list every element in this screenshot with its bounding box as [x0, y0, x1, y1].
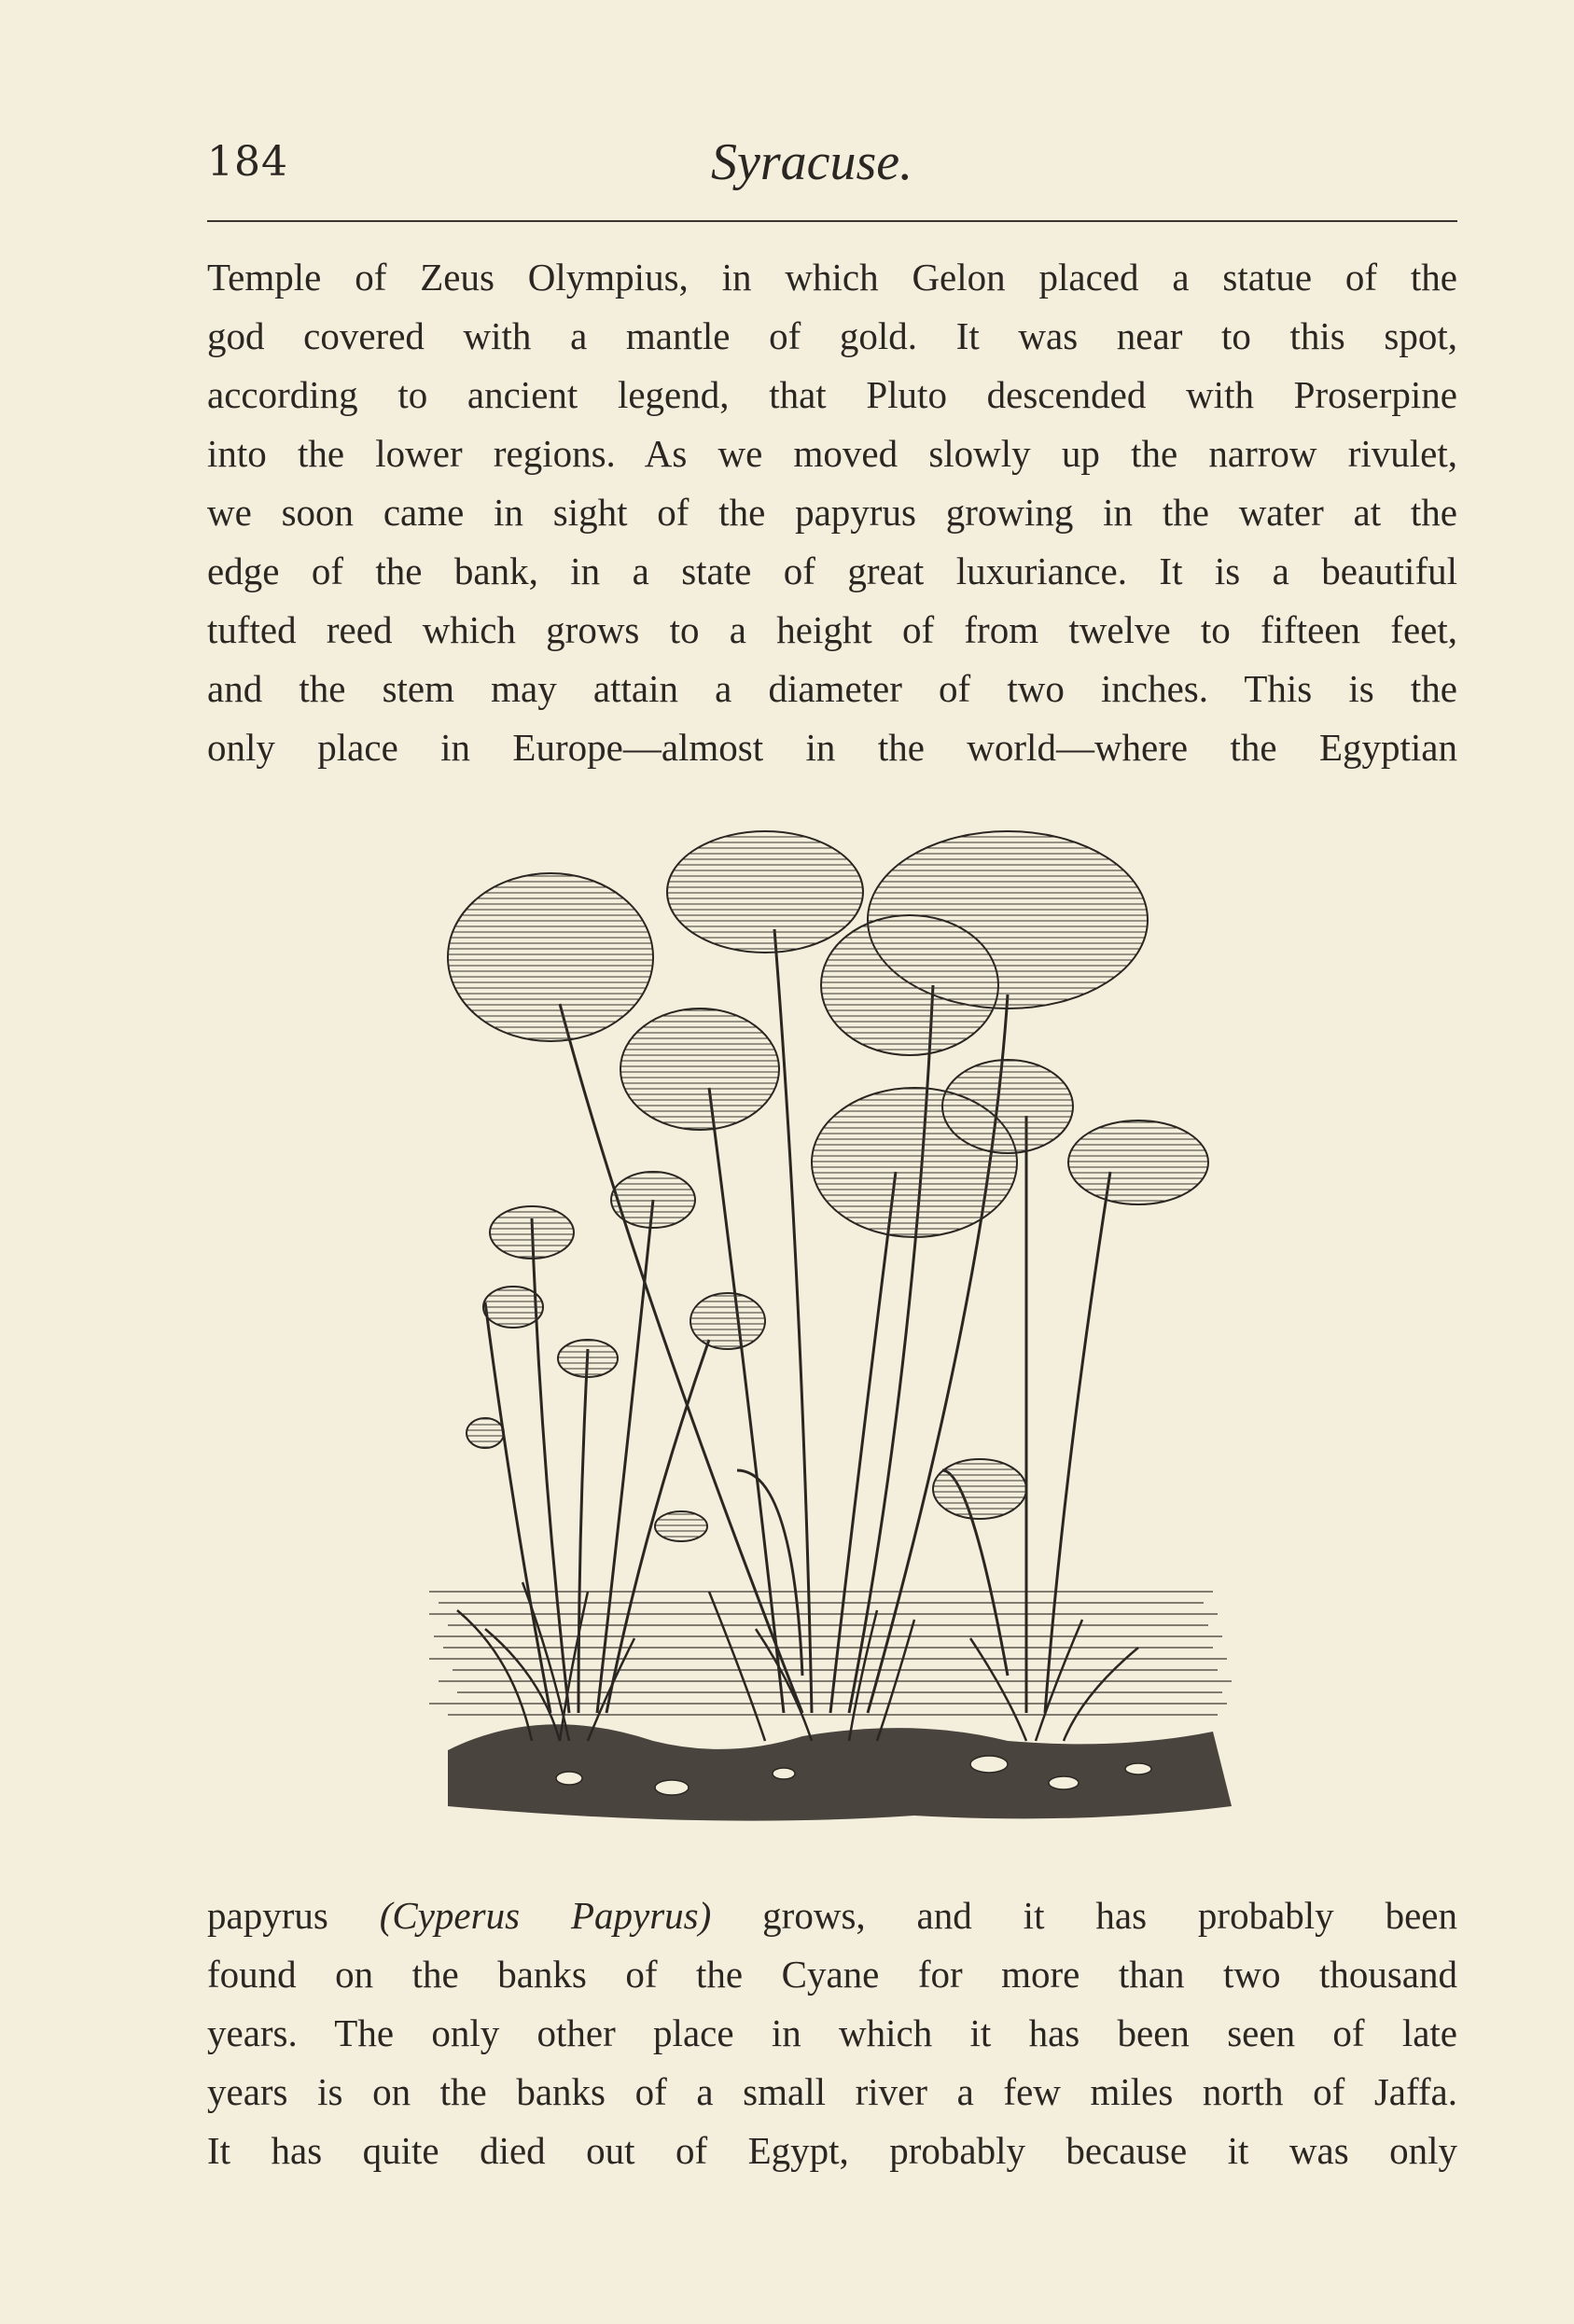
text-line: edge of the bank, in a state of great luxuriance. It is a beautiful [207, 550, 1457, 592]
page-header [207, 129, 1457, 194]
scientific-name: (Cyperus Papyrus) [379, 1894, 712, 1937]
text-line: found on the banks of the Cyane for more than two thousand [207, 1953, 1457, 1996]
text-line: we soon came in sight of the papyrus growing in the water at the [207, 491, 1457, 534]
text-segment: papyrus [207, 1894, 380, 1937]
paragraph-top [207, 248, 1457, 777]
papyrus-illustration [429, 817, 1232, 1844]
text-segment: grows, and it has probably been [711, 1894, 1457, 1937]
text-line: according to ancient legend, that Pluto descended with Proserpine [207, 373, 1457, 416]
text-line: years is on the banks of a small river a few miles north of Jaffa. [207, 2070, 1457, 2113]
text-line-first [207, 1886, 1457, 1945]
papyrus-engraving [429, 817, 1232, 1844]
text-line: It has quite died out of Egypt, probably because it was only [207, 2129, 1457, 2172]
text-line: and the stem may attain a diameter of two inches. This is the [207, 667, 1457, 710]
text-line: tufted reed which grows to a height of from twelve to fifteen feet, [207, 608, 1457, 651]
papyrus-heads [448, 831, 1208, 1541]
text-line: into the lower regions. As we moved slowly up the narrow rivulet, [207, 432, 1457, 475]
papyrus-stems [485, 929, 1110, 1713]
paragraph-bottom [207, 1886, 1457, 2180]
text-line: Temple of Zeus Olympius, in which Gelon placed a statue of the [207, 256, 1457, 299]
running-title: Syracuse. [711, 133, 913, 191]
header-rule [207, 220, 1457, 222]
text-line: only place in Europe—almost in the world—where the Egyptian [207, 726, 1457, 769]
text-line: god covered with a mantle of gold. It was near to this spot, [207, 314, 1457, 357]
page-number: 184 [207, 138, 288, 186]
water-lines [429, 1592, 1232, 1715]
text-line: years. The only other place in which it has been seen of late [207, 2011, 1457, 2054]
